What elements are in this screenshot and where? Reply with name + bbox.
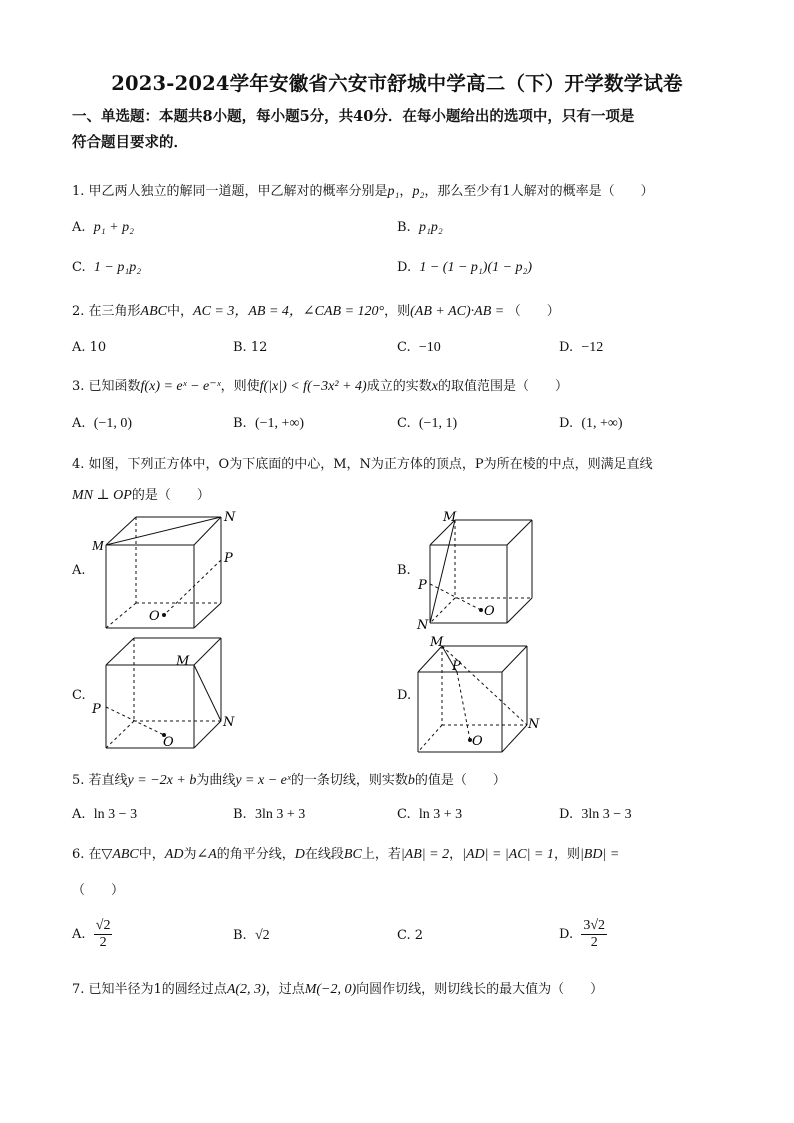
q2-text-pre: 2. 在三角形 [72,304,141,319]
q7-text-post: 向圆作切线，则切线长的最大值为（ ） [356,982,604,997]
q1-option-d [397,260,532,276]
question-6-line2: （ ） [72,883,125,898]
q3-a-label: A. [72,416,86,431]
q6-b-label: B. [233,928,247,943]
q3-option-b [233,416,304,432]
q7-point-a: A(2, 3) [226,982,266,997]
q1-b-expr: p₁p₂ [418,220,443,235]
label-o: O [472,734,483,749]
q4-text-post: 的是（ ） [131,488,210,503]
label-m: M [92,539,104,554]
q3-function: f(x) = eˣ − e⁻ˣ [140,379,221,394]
q6-text-2: 为 [183,847,197,862]
q3-text-pre: 3. 已知函数 [72,379,141,394]
q2-option-a: A. 10 [72,340,107,355]
section-heading-line1: 一、单选题：本题共8小题，每小题5分，共40分．在每小题给出的选项中，只有一项是 [72,108,635,125]
q3-c-value: (−1, 1) [418,416,458,431]
q2-c-value: −10 [418,340,441,355]
label-n: N [528,717,540,732]
q2-triangle: ABC [140,304,167,319]
q3-b-label: B. [233,416,247,431]
q1-c-label: C. [72,260,86,275]
q6-text-6: ，则 [553,847,580,862]
q5-d-label: D. [559,807,574,822]
q3-option-a [72,416,132,432]
q5-option-c [397,807,462,823]
q1-option-b [397,220,443,236]
q2-conditions: AC = 3，AB = 4，∠CAB = 120° [193,304,385,319]
label-m: M [443,510,457,525]
q7-point-m: M(−2, 0) [304,982,357,997]
q7-text-pre: 7. 已知半径为1的圆经过点 [72,982,227,997]
label-o: O [484,604,495,619]
q3-option-d [559,416,623,432]
q6-a-label: A. [72,927,86,942]
q6-d-numerator: 3√2 [583,918,606,933]
q2-c-label: C. [397,340,411,355]
q6-ad: AD [164,847,184,862]
q1-a-label: A. [72,220,86,235]
q6-a-fraction [94,918,113,951]
q6-text-1: 中， [138,847,165,862]
q2-d-label: D. [559,340,574,355]
q7-text-mid: ，过点 [265,982,305,997]
q2-option-d [559,340,603,356]
q6-option-d [559,918,607,951]
q6-cond-3: |BD| = [579,847,620,862]
q1-p2: p₂ [412,184,425,199]
q1-a-expr: p₁ + p₂ [93,220,134,235]
q3-text-end: 的取值范围是（ ） [437,379,568,394]
q1-p1: p₁ [387,184,400,199]
q4-condition: MN ⊥ OP [72,488,132,503]
q6-option-a [72,918,112,951]
q5-line: y = −2x + b [127,773,197,788]
q4-option-d-label: D. [397,688,412,703]
cube-figure-d [410,630,570,760]
q3-a-value: (−1, 0) [93,416,133,431]
q5-text-end: 的值是（ ） [414,773,506,788]
label-n: N [224,510,236,525]
q3-option-c [397,416,457,432]
q6-d-label: D. [559,927,574,942]
q3-text-mid: ，则使 [220,379,260,394]
q6-b-value: √2 [254,928,270,943]
q6-d-denominator: 2 [590,935,598,950]
label-m: M [176,654,190,669]
q1-text-mid: ， [399,184,413,199]
q6-option-c: C. 2 [397,928,424,943]
section-heading [72,104,722,156]
question-4-line2 [72,484,210,504]
q3-c-label: C. [397,416,411,431]
page-title: 2023-2024学年安徽省六安市舒城中学高二（下）开学数学试卷 [111,72,683,95]
q6-text-3: 的角平分线， [216,847,295,862]
q2-option-b: B. 12 [233,340,268,355]
label-n: N [223,715,235,730]
q6-text-pre: 6. 在 [72,847,102,862]
q5-text-post: 的一条切线，则实数 [290,773,408,788]
question-5 [72,769,506,789]
q4-option-c-label: C. [72,688,86,703]
label-p: P [418,578,427,593]
q1-option-a [72,220,134,236]
q5-b-label: B. [233,807,247,822]
section-heading-line2: 符合题目要求的． [72,134,188,151]
question-1 [72,180,654,200]
q2-d-value: −12 [581,340,604,355]
q5-option-b [233,807,305,823]
q1-option-c [72,260,141,276]
label-o: O [163,735,174,750]
question-6 [72,843,619,863]
q6-triangle: ▽ABC [101,847,139,862]
q5-option-a [72,807,137,823]
q6-option-b [233,928,270,944]
q2-text-end: （ ） [507,304,560,319]
q4-option-a-label: A. [72,563,86,578]
label-p: P [452,659,461,674]
q5-curve: y = x − eˣ [235,773,291,788]
q2-option-c [397,340,441,356]
q1-b-label: B. [397,220,411,235]
q5-option-d [559,807,632,823]
q6-text-5: 上，若 [361,847,401,862]
question-4-line1: 4. 如图，下列正方体中，O为下底面的中心，M，N为正方体的顶点，P为所在棱的中点，则满足直线 [72,457,653,472]
q1-d-expr: 1 − (1 − p₁)(1 − p₂) [419,260,533,275]
q6-d-fraction [581,918,607,951]
q2-text-mid: 中， [167,304,194,319]
q3-variable: x [431,379,438,394]
q5-text-mid: 为曲线 [196,773,236,788]
q5-b-value: 3ln 3 + 3 [254,807,306,822]
q1-c-expr: 1 − p₁p₂ [93,260,142,275]
label-o: O [149,609,160,624]
q3-inequality: f(|x|) < f(−3x² + 4) [259,379,367,394]
q6-a-denominator: 2 [99,935,107,950]
label-m: M [430,635,444,650]
q6-angle: ∠A [196,847,217,862]
question-7 [72,978,603,998]
q5-variable: b [407,773,415,788]
q3-text-post: 成立的实数 [366,379,432,394]
cube-figure-a [86,505,246,635]
q5-d-value: 3ln 3 − 3 [581,807,632,822]
q5-a-value: ln 3 − 3 [93,807,138,822]
label-p: P [92,702,101,717]
question-3 [72,375,568,395]
q6-comma: ， [449,847,463,862]
q5-text-pre: 5. 若直线 [72,773,128,788]
q6-cond-2: |AD| = |AC| = 1 [462,847,554,862]
q1-d-label: D. [397,260,412,275]
q2-text-post: ，则 [384,304,411,319]
q3-d-value: (1, +∞) [581,416,623,431]
question-2 [72,300,560,320]
q5-a-label: A. [72,807,86,822]
cube-figure-b [410,505,570,635]
q2-vector-expr: (AB + AC)·AB = [410,304,508,319]
q6-a-numerator: √2 [95,918,111,933]
q6-cond-1: |AB| = 2 [400,847,450,862]
label-p: P [224,551,233,566]
label-n: N [417,618,429,633]
q3-b-value: (−1, +∞) [254,416,305,431]
q6-d: D [294,847,305,862]
q1-text-post: ，那么至少有1人解对的概率是（ ） [424,184,654,199]
q5-c-value: ln 3 + 3 [418,807,463,822]
q6-bc: BC [343,847,362,862]
q1-text-pre: 1. 甲乙两人独立的解同一道题，甲乙解对的概率分别是 [72,184,388,199]
q3-d-label: D. [559,416,574,431]
q6-text-4: 在线段 [304,847,344,862]
cube-figure-c [86,630,246,760]
q4-option-b-label: B. [397,563,411,578]
q5-c-label: C. [397,807,411,822]
